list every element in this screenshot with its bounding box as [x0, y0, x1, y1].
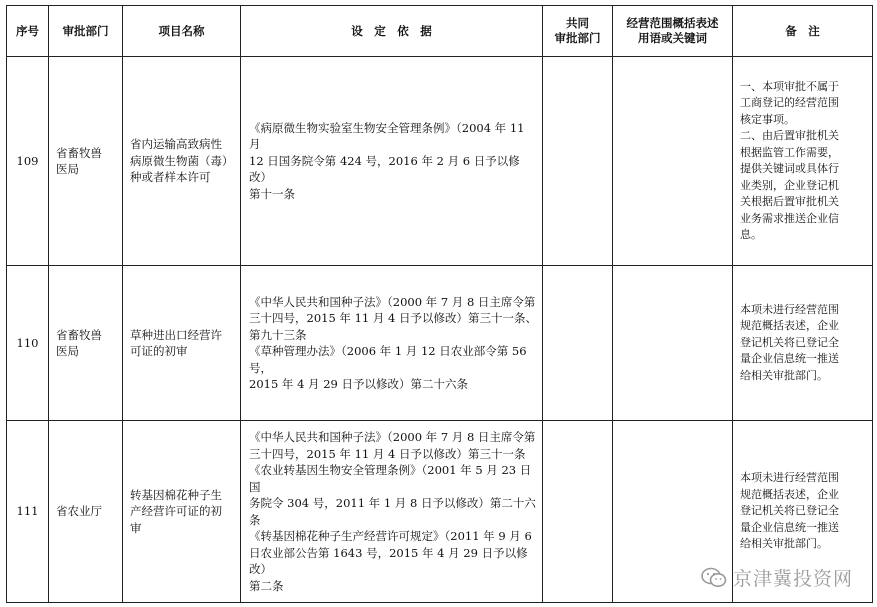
header-dept: 审批部门: [49, 6, 123, 57]
header-seq: 序号: [7, 6, 49, 57]
watermark: [701, 564, 853, 591]
row-scope: [613, 266, 733, 421]
header-scope: 经营范围概括表述 用语或关键词: [613, 6, 733, 57]
row-remark: 一、本项审批不属于 工商登记的经营范围 核定事项。 二、由后置审批机关 根据监管工作需要， 提供关键词或具体行 业类别，企业登记机 关根据后置审批机关 业务需求推送企业信 息。: [733, 57, 873, 266]
row-joint: [543, 57, 613, 266]
row-seq: 109: [7, 57, 49, 266]
row-item: 草种进出口经营许 可证的初审: [123, 266, 241, 421]
row-remark: 本项未进行经营范围 规范概括表述，企业 登记机关将已登记全 量企业信息统一推送 给相关审批部门。: [733, 421, 873, 603]
row-item: 转基因棉花种子生 产经营许可证的初 审: [123, 421, 241, 603]
row-seq: 110: [7, 266, 49, 421]
row-scope: [613, 57, 733, 266]
row-item: 省内运输高致病性 病原微生物菌（毒） 种或者样本许可: [123, 57, 241, 266]
header-item: 项目名称: [123, 6, 241, 57]
row-dept: 省畜牧兽 医局: [49, 266, 123, 421]
row-joint: [543, 421, 613, 603]
wechat-icon: [701, 567, 727, 589]
watermark-text: 京津冀投资网: [732, 568, 853, 590]
table-row: [7, 266, 873, 421]
row-seq: 111: [7, 421, 49, 603]
row-joint: [543, 266, 613, 421]
row-dept: 省畜牧兽 医局: [49, 57, 123, 266]
row-basis: 《病原微生物实验室生物安全管理条例》（2004 年 11 月 12 日国务院令第 424 号，2016 年 2 月 6 日予以修改） 第十一条: [241, 57, 543, 266]
header-row: [7, 6, 873, 57]
row-basis: 《中华人民共和国种子法》（2000 年 7 月 8 日主席令第 三十四号，2015 年 11 月 4 日予以修改）第三十一条、 第九十三条 《草种管理办法》（2006 年 1 月 12 日农业部令第 56 号， 2015 年 4 月 29 日予以修改）第二十六条: [241, 266, 543, 421]
table-row: [7, 57, 873, 266]
row-remark: 本项未进行经营范围 规范概括表述，企业 登记机关将已登记全 量企业信息统一推送 给相关审批部门。: [733, 266, 873, 421]
header-basis: 设 定 依 据: [241, 6, 543, 57]
header-remark: 备 注: [733, 6, 873, 57]
header-joint: 共同 审批部门: [543, 6, 613, 57]
row-basis: 《中华人民共和国种子法》（2000 年 7 月 8 日主席令第 三十四号，2015 年 11 月 4 日予以修改）第三十一条 《农业转基因生物安全管理条例》（2001 年 5 月 23 日国 务院令 304 号，2011 年 1 月 8 日予以修改）第二十六 条 《转基因棉花种子生产经营许可规定》（2011 年 9 月 6 日农业部公告第 1643 号，2015 年 4 月 29 日予以修改） 第二条: [241, 421, 543, 603]
approval-table: [6, 5, 873, 603]
row-dept: 省农业厅: [49, 421, 123, 603]
